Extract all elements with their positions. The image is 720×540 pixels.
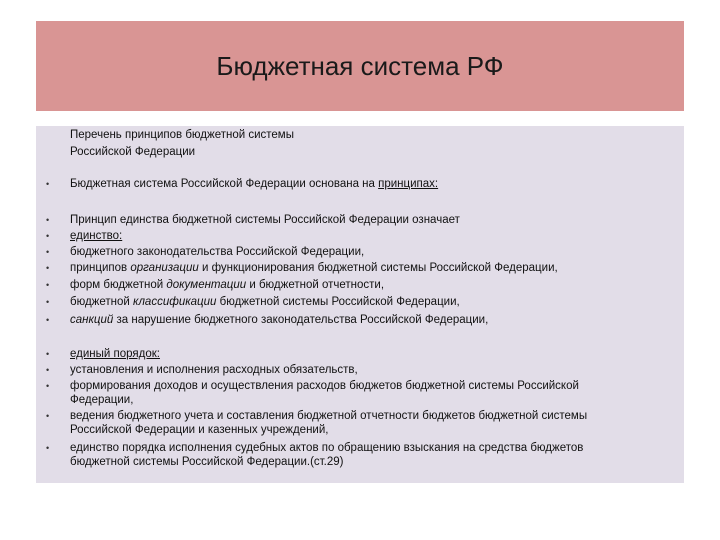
bullet: • (46, 297, 50, 307)
bullet: • (46, 443, 50, 453)
bullet: • (46, 215, 50, 225)
intro-emph: принципах: (378, 178, 439, 190)
unity-word: единство: (70, 230, 123, 242)
bullet: • (46, 349, 50, 359)
unity-item-em: организации (130, 262, 199, 274)
unity-item-post: за нарушение бюджетного законодательства Российской Федерации, (113, 314, 489, 326)
unity-item (70, 295, 460, 309)
order-line: формирования доходов и осуществления расходов бюджетов бюджетной системы Российской (70, 380, 579, 392)
unity-item-text: бюджетного законодательства Российской Федерации, (70, 246, 365, 258)
bullet: • (46, 263, 50, 273)
unity-item-em: классификации (133, 296, 217, 308)
intro-text: Бюджетная система Российской Федерации основана на (70, 178, 379, 190)
unity-item-post: бюджетной системы Российской Федерации, (216, 296, 460, 308)
unity-item-post: и функционирования бюджетной системы Российской Федерации, (198, 262, 558, 274)
unity-item-em: санкций (70, 314, 114, 326)
unity-item-post: и бюджетной отчетности, (246, 279, 385, 291)
intro-line (70, 177, 438, 191)
title-bar (36, 21, 684, 111)
bullet: • (46, 280, 50, 290)
order-line: Российской Федерации и казенных учреждений, (70, 424, 329, 436)
unity-item (70, 245, 364, 259)
heading-line-1: Перечень принципов бюджетной системы (70, 129, 294, 141)
order-line: единство порядка исполнения судебных актов по обращению взыскания на средства бюджетов (70, 442, 584, 454)
bullet: • (46, 315, 50, 325)
bullet: • (46, 247, 50, 257)
unity-item (70, 313, 488, 327)
bullet: • (46, 381, 50, 391)
unity-line-1: Принцип единства бюджетной системы Российской Федерации означает (70, 214, 460, 226)
bullet: • (46, 179, 50, 189)
order-line: установления и исполнения расходных обязательств, (70, 364, 358, 376)
heading-line-2: Российской Федерации (70, 146, 196, 158)
order-line: Федерации, (70, 394, 134, 406)
order-heading: единый порядок: (70, 348, 160, 360)
unity-item-em: документации (166, 279, 247, 291)
order-line: бюджетной системы Российской Федерации.(ст.29) (70, 456, 344, 468)
slide-title: Бюджетная система РФ (216, 51, 504, 81)
unity-item (70, 261, 558, 275)
order-line: ведения бюджетного учета и составления бюджетной отчетности бюджетов бюджетной системы (70, 410, 588, 422)
unity-item (70, 278, 384, 292)
unity-item-pre: форм бюджетной (70, 279, 167, 291)
unity-item-pre: бюджетной (70, 296, 134, 308)
bullet: • (46, 365, 50, 375)
bullet: • (46, 231, 50, 241)
unity-item-pre: принципов (70, 262, 131, 274)
bullet: • (46, 411, 50, 421)
